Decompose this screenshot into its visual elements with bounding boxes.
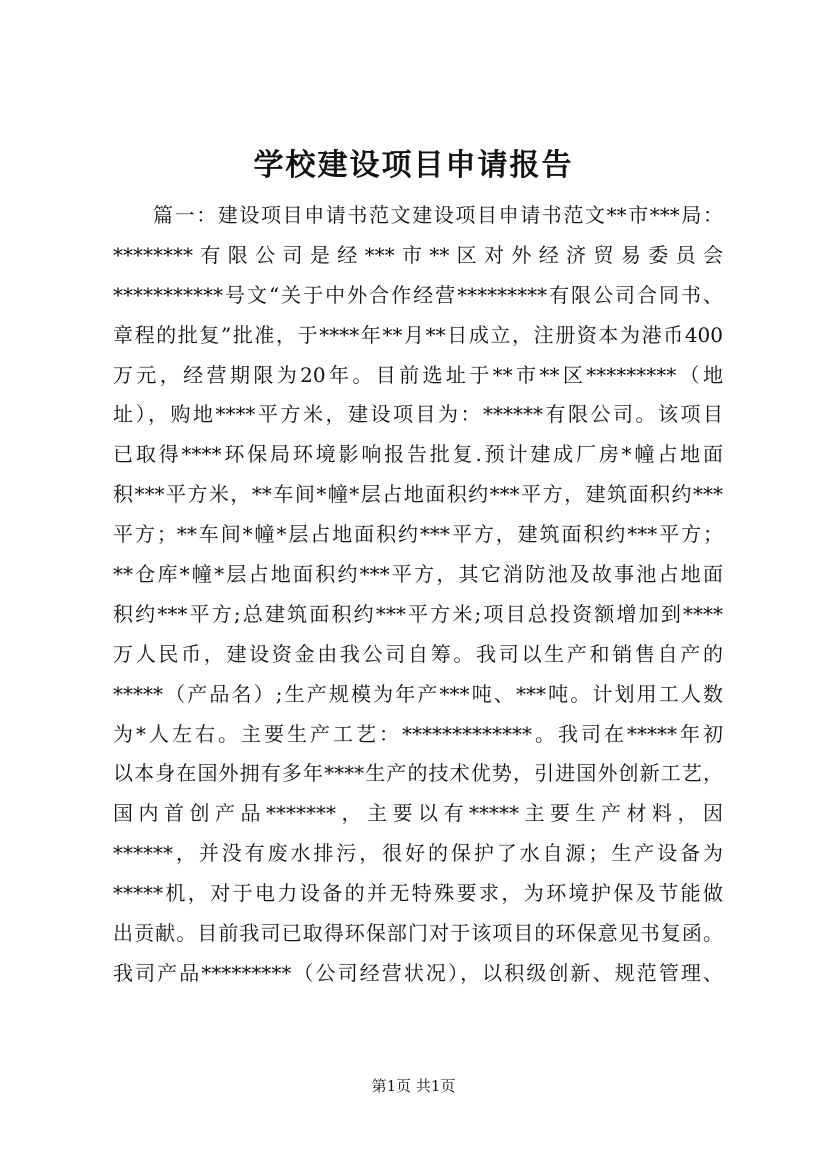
body-line: 万人民币，建设资金由我公司自筹。我司以生产和销售自产的 xyxy=(113,641,723,666)
body-line: **仓库*幢*层占地面积约***平方，其它消防池及故事池占地面 xyxy=(113,562,723,587)
document-title: 学校建设项目申请报告 xyxy=(253,148,574,183)
body-line: 章程的批复”批准，于****年**月**日成立，注册资本为港币400 xyxy=(113,322,723,347)
body-line: 已取得****环保局环境影响报告批复.预计建成厂房*幢占地面 xyxy=(113,442,723,467)
body-line: ********有限公司是经***市**区对外经济贸易委员会 xyxy=(113,242,723,267)
body-line: 出贡献。目前我司已取得环保部门对于该项目的环保意见书复函。 xyxy=(113,921,723,946)
body-line: 积约***平方;总建筑面积约***平方米;项目总投资额增加到**** xyxy=(113,601,723,626)
body-line: 国内首创产品*******，主要以有*****主要生产材料，因 xyxy=(113,801,723,826)
body-line: *****机，对于电力设备的并无特殊要求，为环境护保及节能做 xyxy=(113,881,723,906)
body-line: 以本身在国外拥有多年****生产的技术优势，引进国外创新工艺， xyxy=(113,761,723,786)
body-line: 积***平方米，**车间*幢*层占地面积约***平方，建筑面积约*** xyxy=(113,482,723,507)
body-line: 址），购地****平方米，建设项目为：******有限公司。该项目 xyxy=(113,402,723,427)
body-line: *****（产品名）;生产规模为年产***吨、***吨。计划用工人数 xyxy=(113,681,723,706)
document-body xyxy=(113,196,723,994)
body-line: ******，并没有废水排污，很好的保护了水自源；生产设备为 xyxy=(113,841,723,866)
body-line: 万元，经营期限为20年。目前选址于**市**区*********（地 xyxy=(113,362,723,387)
body-line: ***********号文“关于中外合作经营*********有限公司合同书、 xyxy=(113,282,723,307)
body-line: 平方；**车间*幢*层占地面积约***平方，建筑面积约***平方； xyxy=(113,522,723,547)
body-line: 我司产品*********（公司经营状况），以积级创新、规范管理、 xyxy=(113,960,723,985)
body-line: 为*人左右。主要生产工艺：*************。我司在*****年初 xyxy=(113,721,723,746)
page-number-footer: 第1页 共1页 xyxy=(371,1077,456,1095)
body-line: 篇一：建设项目申请书范文建设项目申请书范文**市***局： xyxy=(153,203,723,227)
